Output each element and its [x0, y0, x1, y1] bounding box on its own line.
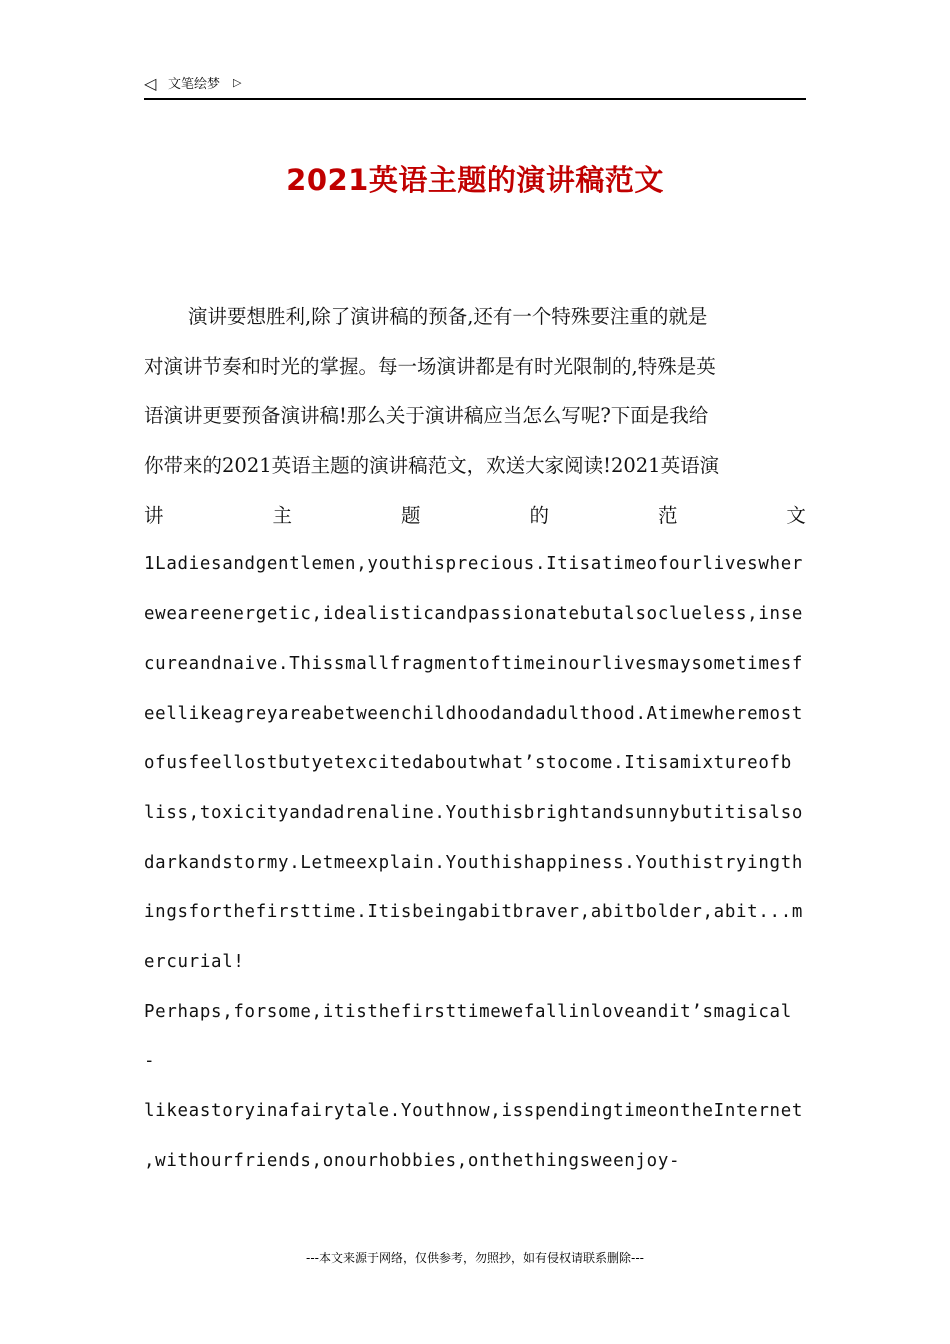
spread-char: 文	[786, 503, 806, 527]
english-line: -	[144, 1051, 156, 1072]
english-line: darkandstormy.Letmeexplain.Youthishappiness.Youthistryingth	[144, 852, 804, 873]
english-line: Perhaps,forsome,itisthefirsttimewefallinloveandit’smagical	[144, 1001, 792, 1022]
english-line: eweareenergetic,idealisticandpassionatebutalsoclueless,inse	[144, 604, 804, 625]
spread-char: 讲	[144, 503, 164, 527]
spread-char: 题	[400, 503, 421, 527]
spread-char: 主	[272, 503, 292, 527]
paragraph-line: 你带来的2021英语主题的演讲稿范文，欢送大家阅读!2021英语演	[144, 454, 720, 478]
english-line: ingsforthefirsttime.Itisbeingabitbraver,abitbolder,abit...m	[144, 902, 804, 923]
document-body	[144, 292, 806, 1186]
triangle-left-icon: ◁	[144, 74, 157, 93]
english-line: eellikeagreyareabetweenchildhoodandadulthood.Atimewheremost	[144, 703, 804, 724]
paragraph-line: 语演讲更要预备演讲稿!那么关于演讲稿应当怎么写呢?下面是我给	[144, 404, 709, 428]
header-brand: 文笔绘梦	[168, 77, 221, 92]
english-line: likeastoryinafairytale.Youthnow,isspendingtimeontheInternet	[144, 1101, 804, 1121]
english-line: liss,toxicityandadrenaline.Youthisbrightandsunnybutitisalso	[144, 802, 804, 823]
triangle-right-icon: ▷	[233, 76, 242, 89]
paragraph-line: 对演讲节奏和时光的掌握。每一场演讲都是有时光限制的,特殊是英	[144, 354, 716, 378]
spread-char: 范	[657, 503, 678, 527]
document-title: 2021英语主题的演讲稿范文	[286, 163, 664, 197]
spread-heading-line	[144, 491, 806, 541]
page-header	[144, 72, 806, 100]
paragraph-line: 演讲要想胜利,除了演讲稿的预备,还有一个特殊要注重的就是	[188, 305, 708, 328]
english-line: ercurial!	[144, 951, 245, 972]
spread-char: 的	[529, 503, 549, 527]
english-line: 1Ladiesandgentlemen,youthisprecious.Itisatimeofourliveswher	[144, 554, 804, 575]
english-line: ,withourfriends,onourhobbies,onthethingsweenjoy-	[144, 1150, 681, 1171]
english-line: ofusfeellostbutyetexcitedaboutwhat’stocome.Itisamixtureofb	[144, 753, 792, 774]
english-line: cureandnaive.Thissmallfragmentoftimeinourlivesmaysometimesf	[144, 653, 804, 674]
page-footer: ---本文来源于网络，仅供参考，勿照抄，如有侵权请联系删除---	[306, 1251, 644, 1265]
